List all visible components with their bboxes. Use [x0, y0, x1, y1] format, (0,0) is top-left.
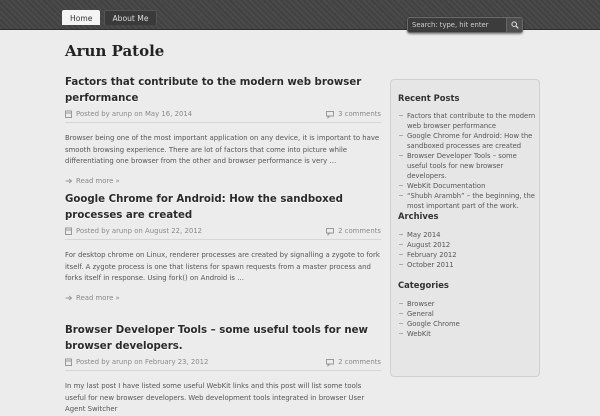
- nav-about-me[interactable]: About Me: [104, 10, 156, 25]
- post-meta: [65, 110, 381, 123]
- category-link[interactable]: General: [398, 309, 536, 319]
- site-title[interactable]: Arun Patole: [65, 42, 165, 60]
- archives-heading: Archives: [398, 211, 439, 221]
- post: [65, 192, 381, 302]
- categories-heading: Categories: [398, 280, 449, 290]
- read-more-label: Read more »: [76, 176, 120, 185]
- post-meta: [65, 358, 381, 371]
- post-excerpt: In my last post I have listed some useful WebKit links and this post will list some tools useful for new browser developers. Web development tools integrated in browser User Agent Switcher: [65, 382, 365, 413]
- post-title[interactable]: Factors that contribute to the modern web browser performance: [65, 77, 362, 104]
- calendar-icon: [65, 110, 72, 118]
- category-link[interactable]: WebKit: [398, 329, 536, 339]
- recent-posts-list: [398, 111, 536, 211]
- recent-post-link[interactable]: Google Chrome for Android: How the sandboxed processes are created: [398, 131, 536, 151]
- recent-post-link[interactable]: Factors that contribute to the modern web browser performance: [398, 111, 536, 131]
- post: [65, 75, 381, 185]
- post-title[interactable]: Google Chrome for Android: How the sandboxed processes are created: [65, 194, 343, 221]
- comments-link[interactable]: 3 comments: [338, 110, 381, 118]
- archive-link[interactable]: February 2012: [398, 250, 536, 260]
- comments-link[interactable]: 2 comments: [338, 227, 381, 235]
- search-icon: [511, 21, 519, 29]
- post-byline: Posted by arunp on February 23, 2012: [76, 358, 209, 366]
- archive-link[interactable]: August 2012: [398, 240, 536, 250]
- search-input[interactable]: [408, 18, 506, 32]
- read-more-link[interactable]: [65, 177, 381, 185]
- recent-post-link[interactable]: “Shubh Arambh” – the beginning, the most important part of the work.: [398, 191, 536, 211]
- category-link[interactable]: Google Chrome: [398, 319, 536, 329]
- main-nav: [62, 10, 157, 25]
- post-excerpt: For desktop chrome on Linux, renderer processes are created by signalling a zygote to fork itself. A zygote process is one that listens for spawn requests from a master process and forks itself in response. Using fork() on Android is …: [65, 251, 380, 282]
- search-button[interactable]: [506, 18, 522, 32]
- categories-list: [398, 299, 536, 339]
- search-box: [407, 17, 523, 33]
- recent-post-link[interactable]: WebKit Documentation: [398, 181, 536, 191]
- archive-link[interactable]: October 2011: [398, 260, 536, 270]
- comment-icon: [326, 111, 334, 118]
- read-more-link[interactable]: [65, 294, 381, 302]
- arrow-icon: [65, 295, 73, 301]
- category-link[interactable]: Browser: [398, 299, 536, 309]
- post-title[interactable]: Browser Developer Tools – some useful tools for new browser developers.: [65, 325, 368, 352]
- recent-post-link[interactable]: Browser Developer Tools – some useful tools for new browser developers.: [398, 151, 536, 181]
- post-byline: Posted by arunp on August 22, 2012: [76, 227, 202, 235]
- calendar-icon: [65, 227, 72, 235]
- post: [65, 323, 381, 416]
- arrow-icon: [65, 178, 73, 184]
- recent-posts-heading: Recent Posts: [398, 93, 460, 103]
- post-excerpt: Browser being one of the most important application on any device, it is important to have smooth browsing experience. There are lot of factors that come into picture while differentiating one browser from the other and browser performance is very …: [65, 134, 380, 165]
- post-meta: [65, 227, 381, 240]
- calendar-icon: [65, 358, 72, 366]
- read-more-label: Read more »: [76, 293, 120, 302]
- comment-icon: [326, 359, 334, 366]
- comment-icon: [326, 228, 334, 235]
- sidebar: [390, 79, 540, 377]
- nav-home[interactable]: Home: [62, 10, 100, 25]
- comments-link[interactable]: 2 comments: [338, 358, 381, 366]
- archive-link[interactable]: May 2014: [398, 230, 536, 240]
- post-byline: Posted by arunp on May 16, 2014: [76, 110, 193, 118]
- archives-list: [398, 230, 536, 270]
